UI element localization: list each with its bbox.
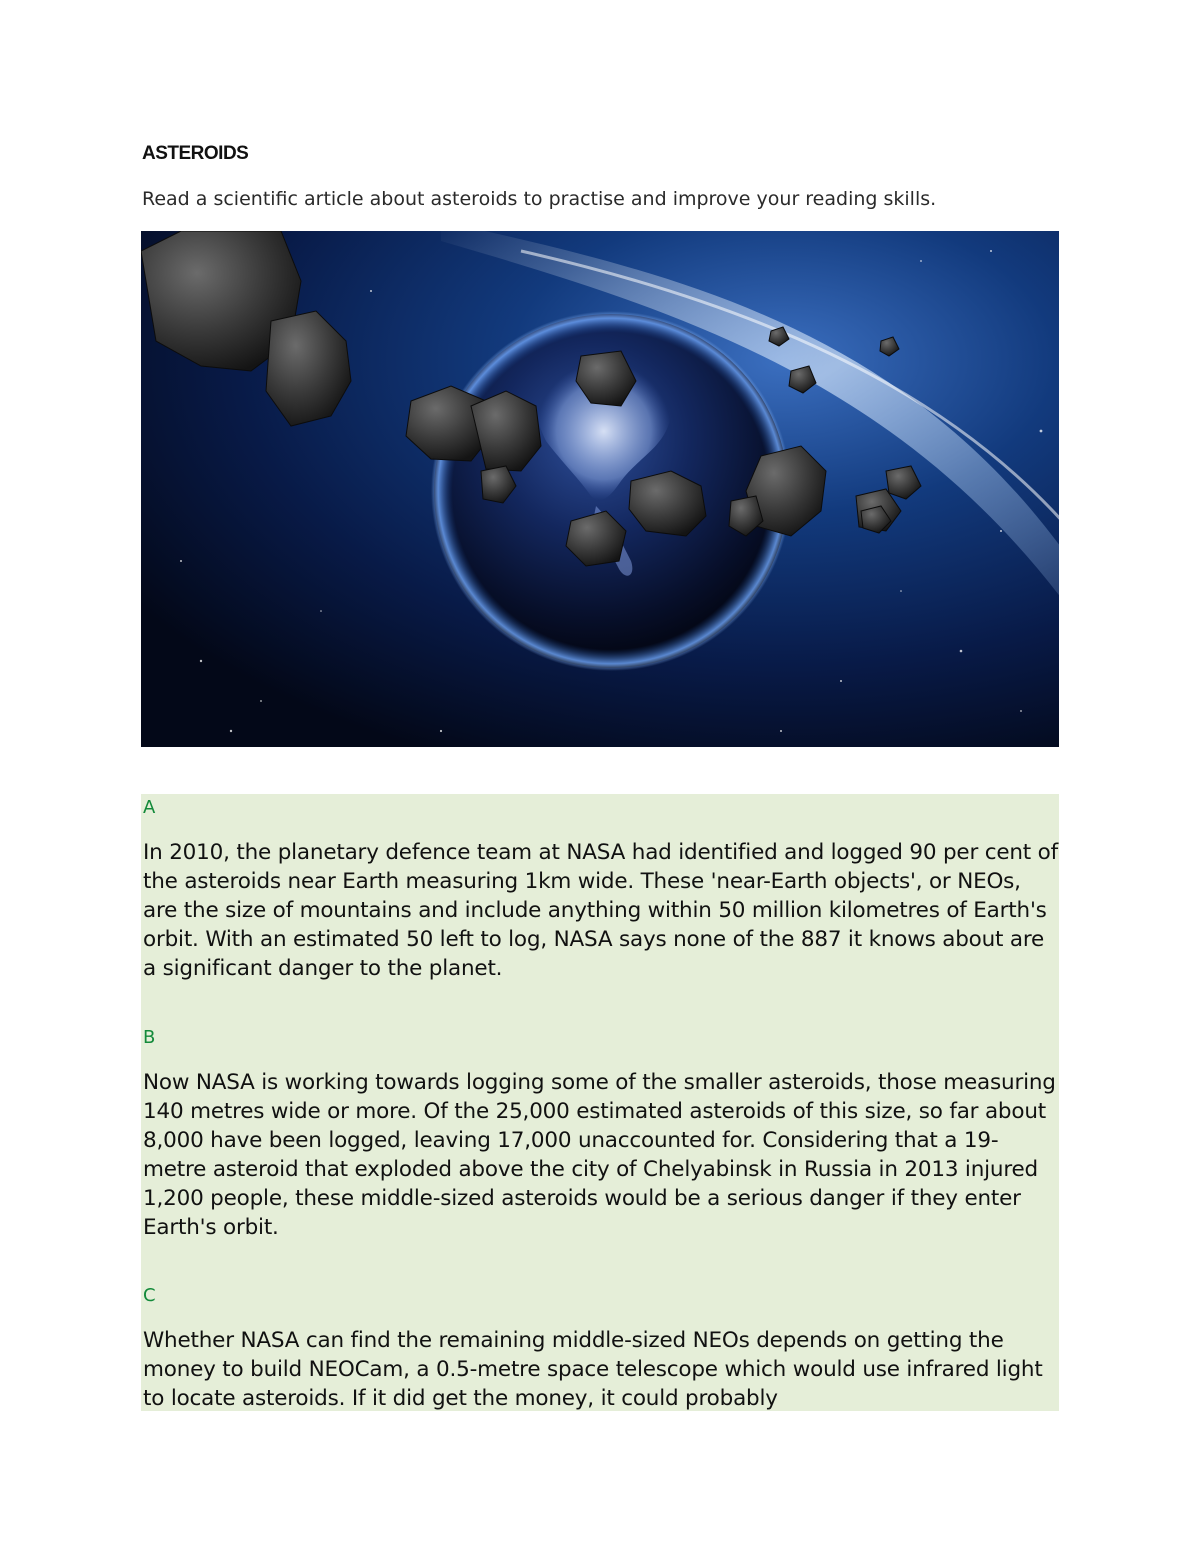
section-a-text: In 2010, the planetary defence team at NASA had identified and logged 90 per cent of the asteroids near Earth measuring 1km wide. These 'near-Earth objects', or NEOs, are the size of mountains and include anything within 50 million kilometres of Earth's orbit. With an estimated 50 left to log, NASA says none of the 887 it knows about are a significant danger to the planet. [143,840,1058,981]
section-a-letter: A [143,797,156,818]
page-title: ASTEROIDS [142,143,249,164]
section-c-text: Whether NASA can find the remaining middle-sized NEOs depends on getting the money to build NEOCam, a 0.5-metre space telescope which would use infrared light to locate asteroids. If it did get the money, it could probably [143,1328,1043,1411]
section-b-text: Now NASA is working towards logging some of the smaller asteroids, those measuring 140 metres wide or more. Of the 25,000 estimated asteroids of this size, so far about 8,000 have been logged, leaving 17,000 unaccounted for. Considering that a 19-metre asteroid that exploded above the city of Chelyabinsk in Russia in 2013 injured 1,200 people, these middle-sized asteroids would be a serious danger if they enter Earth's orbit. [143,1070,1056,1240]
asteroids-earth-illustration [141,231,1059,747]
page-subtitle: Read a scientific article about asteroids to practise and improve your reading skills. [142,188,937,210]
article-body [141,794,1059,1411]
section-b-letter: B [143,1027,156,1048]
section-c-letter: C [143,1285,156,1306]
